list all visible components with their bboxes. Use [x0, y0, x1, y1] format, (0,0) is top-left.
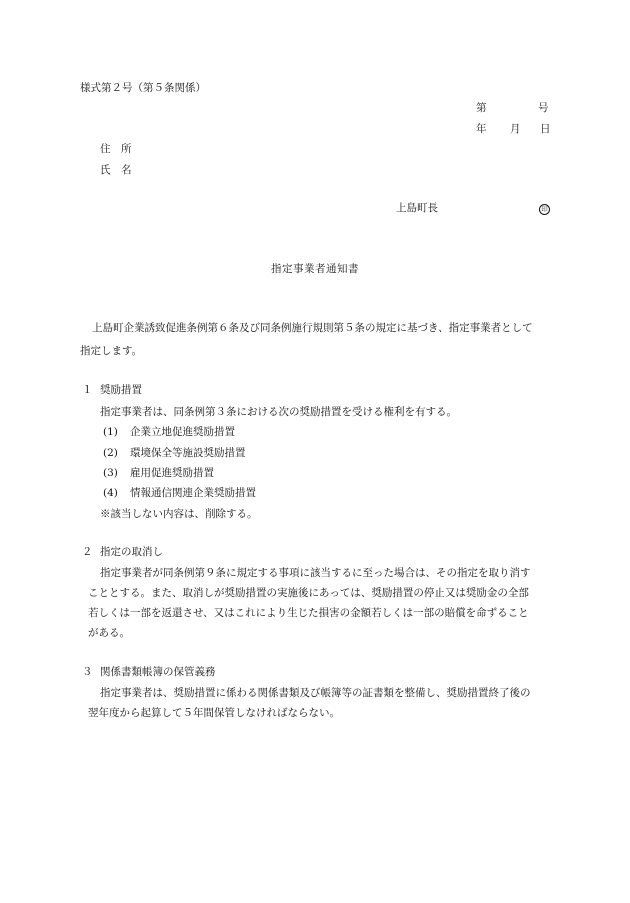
- section-3-number: ３: [82, 666, 93, 678]
- seal-icon: 印: [539, 204, 550, 215]
- section-3-body-line: 翌年度から起算して５年間保管しなければならない。: [88, 707, 340, 719]
- item-number: (2): [103, 447, 118, 459]
- item-label: 環境保全等施設奨励措置: [130, 447, 246, 459]
- item-label: 企業立地促進奨励措置: [130, 426, 235, 438]
- intro-line-1: 上島町企業誘致促進条例第６条及び同条例施行規則第５条の規定に基づき、指定事業者として: [92, 322, 533, 334]
- seal-mark: [539, 203, 550, 215]
- section-2-body-line: 若しくは一部を返還させ、又はこれにより生じた損害の金額若しくは一部の賠償を命ずること: [88, 607, 529, 619]
- name-label: 氏 名: [100, 164, 132, 176]
- section-2-body-line: がある。: [88, 627, 130, 639]
- item-label: 雇用促進奨励措置: [130, 467, 214, 479]
- section-2-body-line: 指定事業者が同条例第９条に規定する事項に該当するに至った場合は、その指定を取り消す: [100, 567, 531, 579]
- date-year: 年: [476, 123, 487, 135]
- section-1-body: 指定事業者は、同条例第３条における次の奨励措置を受ける権利を有する。: [100, 406, 457, 418]
- section-2-body-line: こととする。また、取消しが奨励措置の実施後にあっては、奨励措置の停止又は奨励金の全部: [88, 587, 529, 599]
- section-3-body-line: 指定事業者は、奨励措置に係わる関係書類及び帳簿等の証書類を整備し、奨励措置終了後の: [100, 687, 531, 699]
- form-label: 様式第２号（第５条関係）: [80, 82, 206, 94]
- section-3-heading: 関係書類帳簿の保管義務: [100, 666, 216, 678]
- intro-line-2: 指定します。: [80, 345, 143, 357]
- number-prefix: 第: [476, 102, 487, 114]
- section-2-number: ２: [82, 546, 93, 558]
- item-number: (1): [103, 426, 118, 438]
- section-2-heading: 指定の取消し: [100, 546, 163, 558]
- number-suffix: 号: [538, 102, 549, 114]
- document-title: 指定事業者通知書: [271, 263, 359, 275]
- section-1-heading: 奨励措置: [100, 384, 142, 396]
- issuer-title: 上島町長: [396, 202, 438, 214]
- item-label: 情報通信関連企業奨励措置: [130, 487, 256, 499]
- section-1-note: ※該当しない内容は、削除する。: [100, 508, 258, 520]
- section-1-number: １: [82, 384, 93, 396]
- item-number: (4): [103, 487, 118, 499]
- item-number: (3): [103, 467, 118, 479]
- date-day: 日: [540, 123, 551, 135]
- address-label: 住 所: [100, 143, 132, 155]
- date-month: 月: [510, 123, 521, 135]
